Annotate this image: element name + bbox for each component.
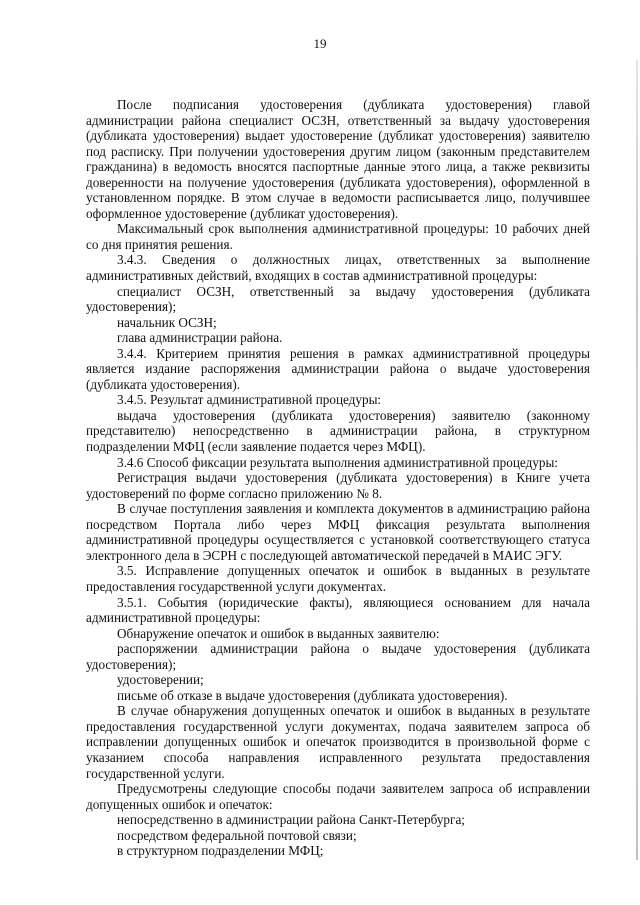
paragraph-certificate: удостоверении; bbox=[117, 672, 204, 688]
paragraph-3-4-6: 3.4.6 Способ фиксации результата выполнения административной процедуры: bbox=[117, 454, 559, 470]
paragraph-3-4-5: 3.4.5. Результат административной процедуры: bbox=[117, 392, 382, 408]
paragraph-3-5: 3.5. Исправление допущенных опечаток и ошибок в выданных в результате предоставления государственной услуги документах. bbox=[86, 563, 590, 594]
paragraph-3-4-3: 3.4.3. Сведения о должностных лицах, ответственных за выполнение административных действий, входящих в состав административной процедуры: bbox=[86, 252, 590, 284]
paragraph-3-5-1: 3.5.1. События (юридические факты), являющиеся основанием для начала административной процедуры: bbox=[86, 594, 590, 626]
paragraph-request-form: В случае обнаружения допущенных опечаток и ошибок в выданных в результате предоставления государственной услуги документах, подача заявителем запроса об исправлении допущенных ошибок и опечаток производится в произвольной форме с указанием способа направления исправленного результата предоставления государственной услуги. bbox=[86, 703, 590, 781]
document-body bbox=[86, 97, 590, 859]
paragraph-errors-found: Обнаружение опечаток и ошибок в выданных заявителю: bbox=[117, 625, 440, 641]
paragraph-district-head: глава администрации района. bbox=[117, 330, 283, 346]
paragraph-refusal-letter: письме об отказе в выдаче удостоверения (дубликата удостоверения). bbox=[117, 687, 508, 703]
page-number: 19 bbox=[313, 36, 327, 51]
paragraph-registration: Регистрация выдачи удостоверения (дубликата удостоверения) в Книге учета удостоверений по форме согласно приложению № 8. bbox=[86, 470, 590, 501]
paragraph-request-methods: Предусмотрены следующие способы подачи заявителем запроса об исправлении допущенных ошибок и опечаток: bbox=[86, 781, 590, 812]
scan-edge-shadow bbox=[636, 60, 638, 860]
paragraph-portal-mfc: В случае поступления заявления и комплекта документов в администрацию района посредством Портала либо через МФЦ фиксация результата выполнения административной процедуры осуществляется с установкой соответствующего статуса электронного дела в ЭСРН с последующей автоматической передачей в МАИС ЭГУ. bbox=[86, 501, 590, 563]
paragraph-max-duration: Максимальный срок выполнения административной процедуры: 10 рабочих дней со дня принятия решения. bbox=[86, 221, 590, 252]
paragraph-3-4-4: 3.4.4. Критерием принятия решения в рамках административной процедуры является издание распоряжения администрации района о выдаче удостоверения (дубликата удостоверения). bbox=[86, 345, 590, 392]
paragraph-result-issue: выдача удостоверения (дубликата удостоверения) заявителю (законному представителю) непосредственно в администрации района, в структурном подразделении МФЦ (если заявление подается через МФЦ). bbox=[86, 407, 590, 455]
paragraph-method-mfc: в структурном подразделении МФЦ; bbox=[117, 843, 324, 859]
paragraph-order: распоряжении администрации района о выдаче удостоверения (дубликата удостоверения); bbox=[86, 641, 590, 672]
paragraph-method-district: непосредственно в администрации района Санкт-Петербурга; bbox=[117, 812, 465, 828]
paragraph-method-post: посредством федеральной почтовой связи; bbox=[117, 827, 357, 843]
paragraph-specialist: специалист ОСЗН, ответственный за выдачу удостоверения (дубликата удостоверения); bbox=[86, 283, 590, 315]
paragraph-head-oszn: начальник ОСЗН; bbox=[117, 314, 217, 330]
paragraph-issue-certificate: После подписания удостоверения (дубликата удостоверения) главой администрации района специалист ОСЗН, ответственный за выдачу удостоверения (дубликата удостоверения) выдает удостоверение (дубликат удостоверения) заявителю под расписку. При получении удостоверения другим лицом (законным представителем гражданина) в ведомость вносятся паспортные данные этого лица, а также реквизиты доверенности на получение удостоверения (дубликата удостоверения), оформленной в установленном порядке. В этом случае в ведомости расписывается лицо, получившее оформленное удостоверение (дубликат удостоверения). bbox=[86, 97, 590, 221]
